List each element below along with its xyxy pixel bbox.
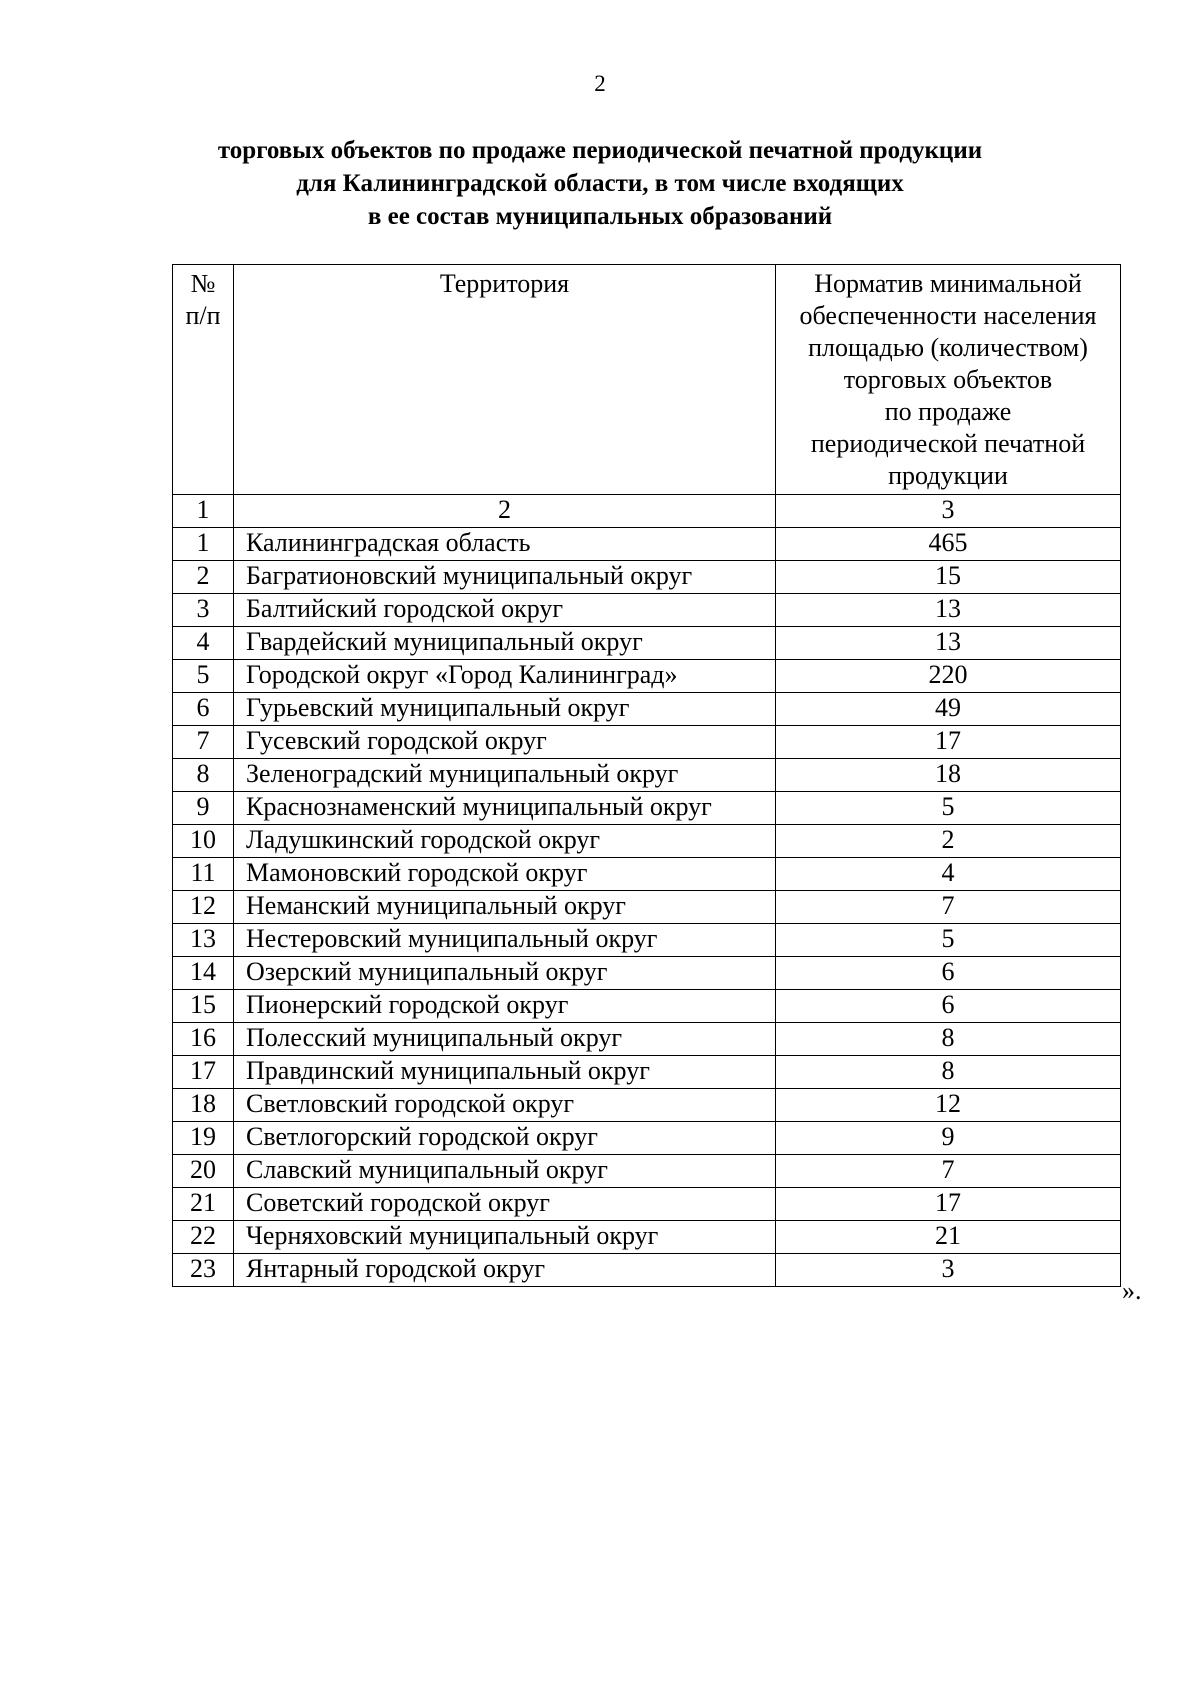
table-row [173,792,1121,825]
row-territory: Советский городской округ [234,1188,776,1221]
header-norm-line: Норматив минимальной [814,269,1082,298]
table-row [173,891,1121,924]
table-row [173,1221,1121,1254]
row-territory: Городской округ «Город Калининград» [234,660,776,693]
table-row [173,1056,1121,1089]
header-norm-line: площадью (количеством) [808,333,1088,362]
row-territory: Багратионовский муниципальный округ [234,561,776,594]
table-row [173,693,1121,726]
table-row [173,726,1121,759]
header-norm-line: торговых объектов [843,365,1053,394]
row-territory: Полесский муниципальный округ [234,1023,776,1056]
row-number: 19 [173,1122,234,1155]
row-territory: Пионерский городской округ [234,990,776,1023]
row-number: 8 [173,759,234,792]
closing-quote-mark: ». [1122,1276,1142,1305]
document-title [0,134,1200,233]
row-number: 21 [173,1188,234,1221]
row-territory: Краснознаменский муниципальный округ [234,792,776,825]
row-territory: Славский муниципальный округ [234,1155,776,1188]
header-norm-line: периодической печатной [810,429,1086,458]
row-territory: Ладушкинский городской округ [234,825,776,858]
title-line: в ее состав муниципальных образований [367,203,833,230]
row-number: 13 [173,924,234,957]
row-norm-value: 8 [776,1056,1121,1089]
row-territory: Неманский муниципальный округ [234,891,776,924]
row-number: 4 [173,627,234,660]
row-norm-value: 15 [776,561,1121,594]
title-line: торговых объектов по продаже периодической печатной продукции [217,137,983,164]
column-number: 1 [173,495,234,528]
row-number: 10 [173,825,234,858]
table-row [173,957,1121,990]
header-norm-line: по продаже [884,397,1012,426]
table-row [173,627,1121,660]
row-number: 6 [173,693,234,726]
table-row [173,1122,1121,1155]
row-territory: Черняховский муниципальный округ [234,1221,776,1254]
column-number: 3 [776,495,1121,528]
row-territory: Правдинский муниципальный округ [234,1056,776,1089]
row-territory: Зеленоградский муниципальный округ [234,759,776,792]
table-row [173,990,1121,1023]
table-row [173,594,1121,627]
table-row [173,825,1121,858]
column-number-row [173,495,1121,528]
table-row [173,858,1121,891]
row-norm-value: 3 [776,1254,1121,1287]
row-norm-value: 7 [776,1155,1121,1188]
row-norm-value: 5 [776,792,1121,825]
row-number: 17 [173,1056,234,1089]
row-territory: Гвардейский муниципальный округ [234,627,776,660]
table-row [173,1089,1121,1122]
row-number: 1 [173,528,234,561]
row-territory: Светлогорский городской округ [234,1122,776,1155]
row-norm-value: 18 [776,759,1121,792]
row-number: 20 [173,1155,234,1188]
row-number: 7 [173,726,234,759]
row-territory: Нестеровский муниципальный округ [234,924,776,957]
row-norm-value: 465 [776,528,1121,561]
row-number: 15 [173,990,234,1023]
row-number: 22 [173,1221,234,1254]
row-number: 18 [173,1089,234,1122]
title-line: для Калининградской области, в том числе входящих [296,170,904,197]
row-norm-value: 13 [776,627,1121,660]
table-row [173,759,1121,792]
row-territory: Янтарный городской округ [234,1254,776,1287]
row-number: 16 [173,1023,234,1056]
row-norm-value: 7 [776,891,1121,924]
page-number: 2 [594,71,606,96]
row-norm-value: 4 [776,858,1121,891]
header-norm-line: продукции [888,461,1008,490]
row-number: 14 [173,957,234,990]
row-number: 9 [173,792,234,825]
row-norm-value: 6 [776,957,1121,990]
row-territory: Озерский муниципальный округ [234,957,776,990]
row-norm-value: 220 [776,660,1121,693]
header-number-line: п/п [185,301,221,330]
header-norm-line: обеспеченности населения [799,301,1097,330]
row-territory: Балтийский городской округ [234,594,776,627]
row-norm-value: 49 [776,693,1121,726]
table-row [173,1254,1121,1287]
row-norm-value: 17 [776,726,1121,759]
row-territory: Гурьевский муниципальный округ [234,693,776,726]
row-territory: Калининградская область [234,528,776,561]
row-territory: Мамоновский городской округ [234,858,776,891]
row-number: 3 [173,594,234,627]
table-row [173,660,1121,693]
header-territory: Территория [234,265,776,495]
row-territory: Гусевский городской округ [234,726,776,759]
norms-table [172,264,1121,1287]
column-number: 2 [234,495,776,528]
row-norm-value: 2 [776,825,1121,858]
row-number: 2 [173,561,234,594]
table-header-row [173,265,1121,495]
table-row [173,1023,1121,1056]
table-row [173,1188,1121,1221]
row-number: 11 [173,858,234,891]
row-norm-value: 12 [776,1089,1121,1122]
row-norm-value: 5 [776,924,1121,957]
row-norm-value: 6 [776,990,1121,1023]
row-norm-value: 8 [776,1023,1121,1056]
header-number-line: № [190,269,216,298]
table-row [173,561,1121,594]
table-row [173,528,1121,561]
header-number [173,265,234,495]
row-norm-value: 9 [776,1122,1121,1155]
table-row [173,1155,1121,1188]
row-norm-value: 13 [776,594,1121,627]
row-norm-value: 21 [776,1221,1121,1254]
row-number: 23 [173,1254,234,1287]
row-norm-value: 17 [776,1188,1121,1221]
row-number: 5 [173,660,234,693]
row-number: 12 [173,891,234,924]
table-row [173,924,1121,957]
row-territory: Светловский городской округ [234,1089,776,1122]
header-norm [776,265,1121,495]
